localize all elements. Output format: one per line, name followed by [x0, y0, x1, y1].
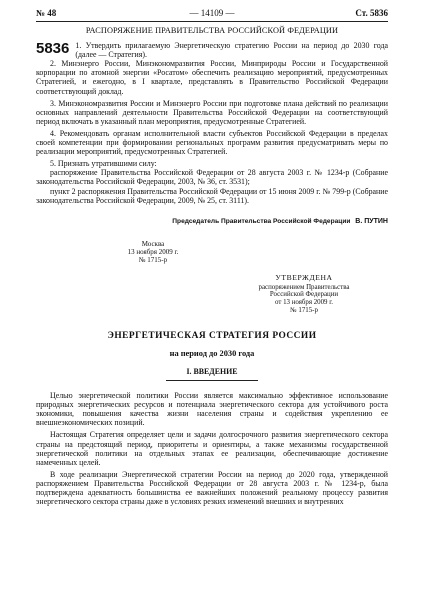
section-title: I. ВВЕДЕНИЕ — [186, 366, 238, 376]
signature-name: В. ПУТИН — [355, 217, 388, 225]
signature-role: Председатель Правительства Российской Федерации — [172, 217, 351, 225]
order-item-1: 1. Утвердить прилагаемую Энергетическую стратегию России на период до 2030 года (далее — Стратегия). — [75, 41, 388, 60]
article-number: Ст. 5836 — [355, 8, 388, 18]
approval-line-2: Российской Федерации — [269, 291, 339, 299]
order-date: 13 ноября 2009 г. — [127, 247, 179, 256]
approval-line-1: распоряжением Правительства — [258, 283, 350, 291]
page-header — [36, 6, 388, 20]
approval-line-4: № 1715-р — [290, 306, 318, 314]
place: Москва — [141, 239, 165, 248]
intro-paragraph-2: Настоящая Стратегия определяет цели и задачи долгосрочного развития энергетического сектора страны на предстоящий период, приоритеты и ориентиры, а также механизмы государственной энергетической политики на отдельных этапах ее реализации, обеспечивающие достижение намеченных целей. — [36, 430, 388, 467]
order-ref-number: № 1715-р — [138, 255, 168, 264]
signature-line — [36, 217, 388, 226]
order-item-4: 4. Рекомендовать органам исполнительной власти субъектов Российской Федерации в пределах своей компетенции при формировании региональных программ развития предусматривать меры по реализации мероприятий, предусмотренных Стратегией. — [36, 128, 388, 157]
section-divider — [166, 380, 258, 381]
order-number: 5836 — [36, 40, 70, 58]
repealed-order-1: распоряжение Правительства Российской Федерации от 28 августа 2003 г. № 1234-р (Собрание законодательства Российской Федерации, 2003, № 36, ст. 3531); — [36, 168, 388, 187]
page-number: — 14109 — — [189, 8, 235, 18]
order-section — [36, 41, 388, 205]
issue-number: № 48 — [36, 8, 57, 18]
intro-paragraph-1: Целью энергетической политики России является максимально эффективное использование природных энергетических ресурсов и потенциала энергетического сектора для устойчивого роста экономики, повышения качества жизни населения страны и содействия укреплению ее внешнеэкономических позиций. — [36, 391, 388, 428]
repealed-order-2: пункт 2 распоряжения Правительства Российской Федерации от 15 июня 2009 г. № 799-р (Собрание законодательства Российской Федерации, 2009, № 25, ст. 3111). — [36, 186, 388, 205]
strategy-subtitle: на период до 2030 года — [169, 348, 255, 358]
approval-line-3: от 13 ноября 2009 г. — [275, 299, 333, 307]
strategy-title: ЭНЕРГЕТИЧЕСКАЯ СТРАТЕГИЯ РОССИИ — [107, 330, 317, 341]
place-date-block — [108, 240, 198, 264]
header-divider — [36, 21, 388, 22]
approval-title: УТВЕРЖДЕНА — [275, 272, 333, 282]
approval-block — [249, 274, 359, 315]
document-body — [36, 26, 388, 506]
order-title: РАСПОРЯЖЕНИЕ ПРАВИТЕЛЬСТВА РОССИЙСКОЙ ФЕДЕРАЦИИ — [85, 26, 339, 35]
order-item-3: 3. Минэкономразвития России и Минэнерго России при подготовке плана действий по реализации основных направлений деятельности Правительства Российской Федерации на соответствующий период включать в указанный план мероприятия, предусмотренные Стратегией. — [36, 98, 388, 126]
order-item-2: 2. Минэнерго России, Минэкономразвития России, Минприроды России и Государственной корпорации по атомной энергии «Росатом» обеспечить реализацию мероприятий, предусмотренных Стратегией, и ежегодно, в I квартале, представлять в Правительство Российской Федерации соответствующий доклад. — [36, 59, 388, 96]
order-item-5: 5. Признать утратившими силу: — [50, 159, 157, 169]
intro-paragraph-3: В ходе реализации Энергетической стратегии России на период до 2020 года, утвержденной распоряжением Правительства Российской Федерации от 28 августа 2003 г. № 1234-р, была подтверждена адекватность большинства ее важнейших положений реальному процессу развития энергетического сектора страны даже в условиях резких изменений внешних и внутренних — [36, 469, 388, 507]
